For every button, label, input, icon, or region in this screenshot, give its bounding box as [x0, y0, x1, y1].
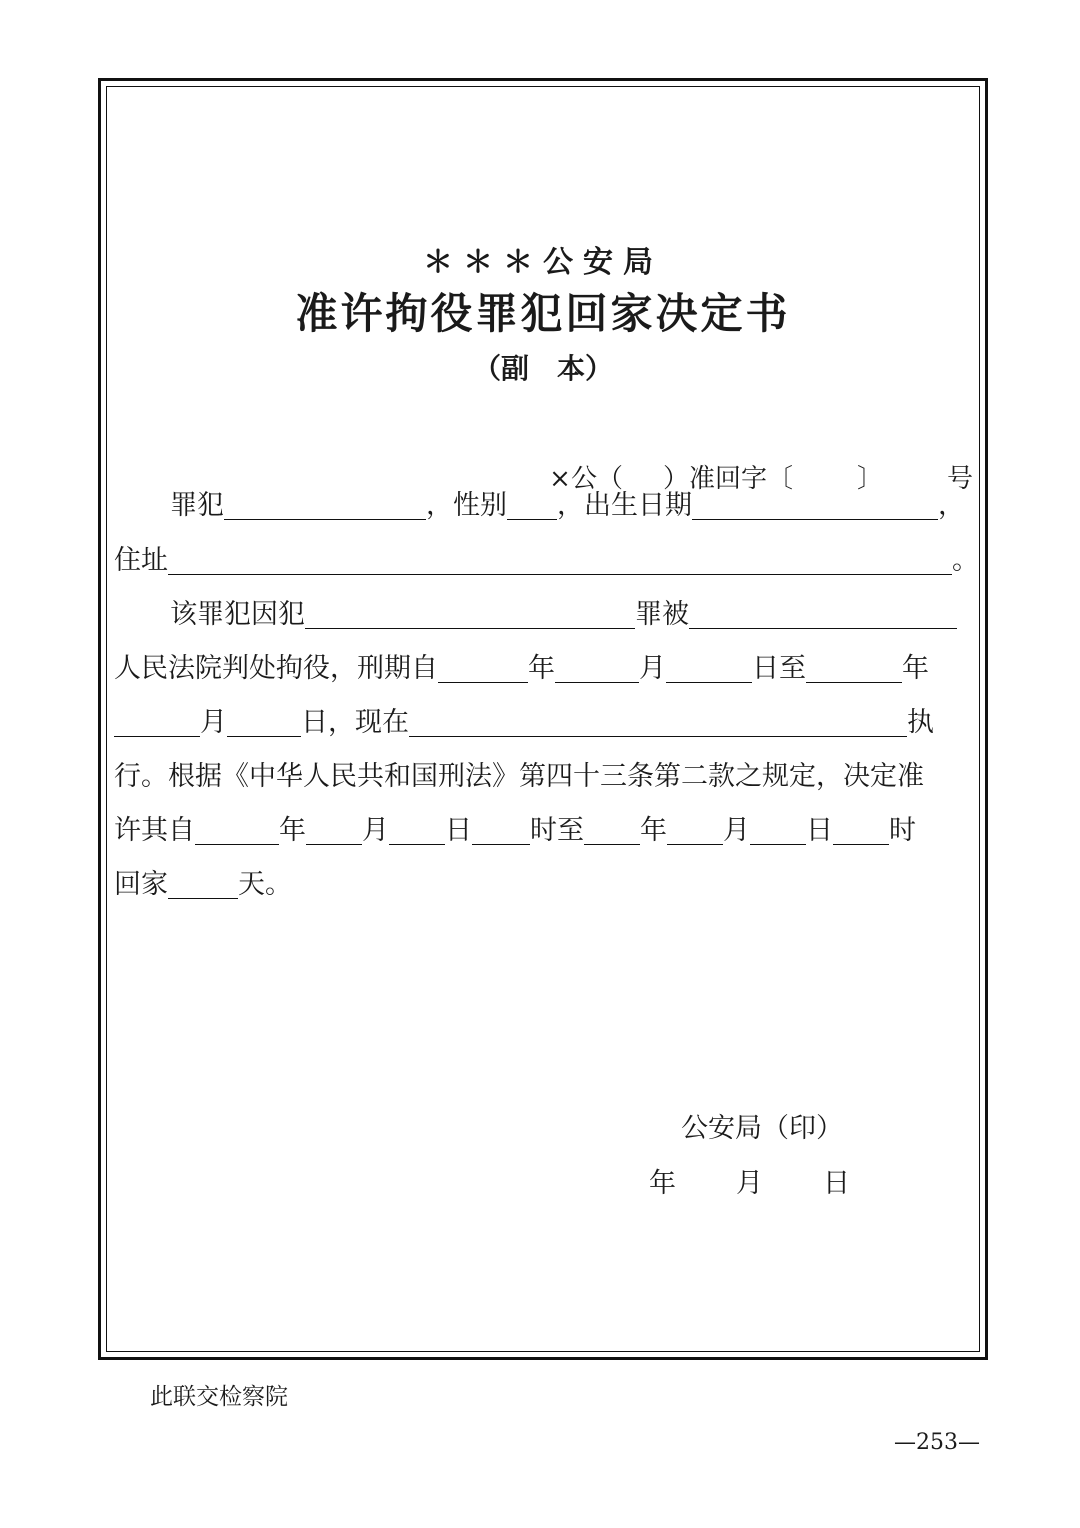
document-number: ×公（ ）准回字〔 〕 号	[549, 464, 973, 494]
page-number: —253—	[894, 1430, 980, 1455]
sentence-line: 人民法院判处拘役，刑期自 年 月 日至 年	[114, 653, 929, 684]
leave-end-hour-field[interactable]	[833, 814, 889, 845]
document-title: 准许拘役罪犯回家决定书	[295, 289, 791, 338]
legal-basis-line: 行。根据《中华人民共和国刑法》第四十三条第二款之规定，决定准	[114, 761, 924, 792]
birth-date-field[interactable]	[692, 489, 938, 520]
court-field[interactable]	[689, 598, 957, 629]
leave-end-year-field[interactable]	[584, 814, 640, 845]
issuing-authority: ＊＊＊公安局	[423, 245, 663, 280]
leave-start-year-field[interactable]	[195, 814, 279, 845]
sentence-end-month-field[interactable]	[114, 706, 200, 737]
criminal-info-line: 罪犯 ，性别 ，出生日期 ，	[170, 490, 965, 521]
leave-days-field[interactable]	[168, 868, 238, 899]
document-frame	[98, 78, 988, 1360]
authority-seal: 公安局（印）	[681, 1113, 843, 1144]
leave-period-line: 许其自 年 月 日 时至 年 月 日 时	[114, 815, 916, 846]
address-line: 住址 。	[114, 545, 979, 576]
criminal-name-field[interactable]	[224, 489, 426, 520]
sentence-start-month-field[interactable]	[555, 652, 639, 683]
sentence-end-day-field[interactable]	[227, 706, 301, 737]
sentence-end-line: 月 日，现在 执	[114, 703, 977, 743]
leave-days-line: 回家 天。	[114, 869, 292, 900]
leave-start-day-field[interactable]	[389, 814, 445, 845]
sentence-start-year-field[interactable]	[438, 652, 528, 683]
copy-label: （副 本）	[472, 352, 613, 385]
crime-line: 该罪犯因犯 罪被	[114, 595, 977, 635]
gender-field[interactable]	[507, 489, 557, 520]
leave-end-month-field[interactable]	[667, 814, 723, 845]
leave-start-hour-field[interactable]	[472, 814, 530, 845]
sentence-start-day-field[interactable]	[666, 652, 752, 683]
leave-start-month-field[interactable]	[306, 814, 362, 845]
sentence-end-year-field[interactable]	[806, 652, 902, 683]
detention-place-field[interactable]	[409, 706, 907, 737]
signature-date: 年 月 日	[649, 1168, 850, 1199]
leave-end-day-field[interactable]	[750, 814, 806, 845]
address-field[interactable]	[168, 544, 952, 575]
copy-recipient-note: 此联交检察院	[150, 1384, 288, 1410]
crime-field[interactable]	[305, 598, 635, 629]
